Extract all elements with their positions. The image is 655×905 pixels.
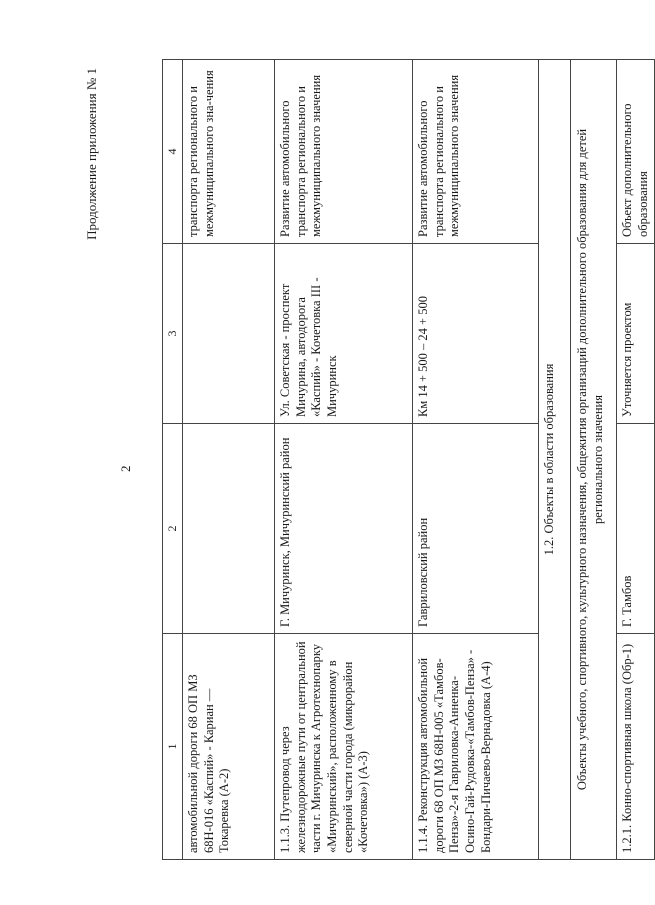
cell-parameters (183, 244, 275, 424)
cell-object: автомобильной дороги 68 ОП МЗ 68Н-016 «Каспий» - Кариан — Токаревка (А-2) (183, 634, 275, 860)
cell-parameters: Уточняется проектом (617, 244, 655, 424)
subsection-row (571, 60, 617, 860)
column-number-row (163, 60, 183, 860)
cell-location (183, 424, 275, 634)
cell-location: Гавриловский район (413, 424, 539, 634)
page-number: 2 (118, 465, 133, 472)
cell-location: Г. Мичуринск, Мичуринский район (275, 424, 413, 634)
cell-object: 1.2.1. Конно-спортивная школа (Обр-1) (617, 634, 655, 860)
subsection-title: Объекты учебного, спортивного, культурного назначения, общежития организаций дополнительного образования для детей регионального значения (571, 60, 617, 860)
table-row (183, 60, 275, 860)
cell-purpose: Развитие автомобильного транспорта регионального и межмуниципального значения (413, 60, 539, 244)
cell-location: Г. Тамбов (617, 424, 655, 634)
section-title: 1.2. Объекты в области образования (539, 60, 571, 860)
cell-purpose: Объект дополнительного образования (617, 60, 655, 244)
section-row (539, 60, 571, 860)
cell-parameters: Ул. Советская - проспект Мичурина, автодорога «Каспий» - Кочетовка III - Мичуринск (275, 244, 413, 424)
column-number-2: 2 (163, 424, 183, 634)
cell-object: 1.1.4. Реконструкция автомобильной дороги 68 ОП МЗ 68Н-005 «Тамбов-Пенза»-2-я Гавриловка-Анненка-Осино-Гай-Рудовка-«Тамбов-Пенза» - Бондари-Пичаево-Вернадовка (А-4) (413, 634, 539, 860)
page-header (78, 60, 133, 860)
continuation-note: Продолжение приложения № 1 (84, 68, 99, 240)
table-row (413, 60, 539, 860)
table-row (617, 60, 655, 860)
cell-purpose: Развитие автомобильного транспорта регионального и межмуниципального значения (275, 60, 413, 244)
cell-object: 1.1.3. Путепровод через железнодорожные пути от центральной части г. Мичуринска к Агротехнопарку «Мичуринский», расположенному в северной части города (микрорайон «Кочетовка») (А-3) (275, 634, 413, 860)
column-number-1: 1 (163, 634, 183, 860)
cell-purpose: транспорта регионального и межмуниципального зна-чения (183, 60, 275, 244)
cell-parameters: Км 14 + 500 – 24 + 500 (413, 244, 539, 424)
objects-table (162, 59, 655, 860)
column-number-4: 4 (163, 60, 183, 244)
table-row (275, 60, 413, 860)
rotated-page (78, 60, 650, 860)
column-number-3: 3 (163, 244, 183, 424)
